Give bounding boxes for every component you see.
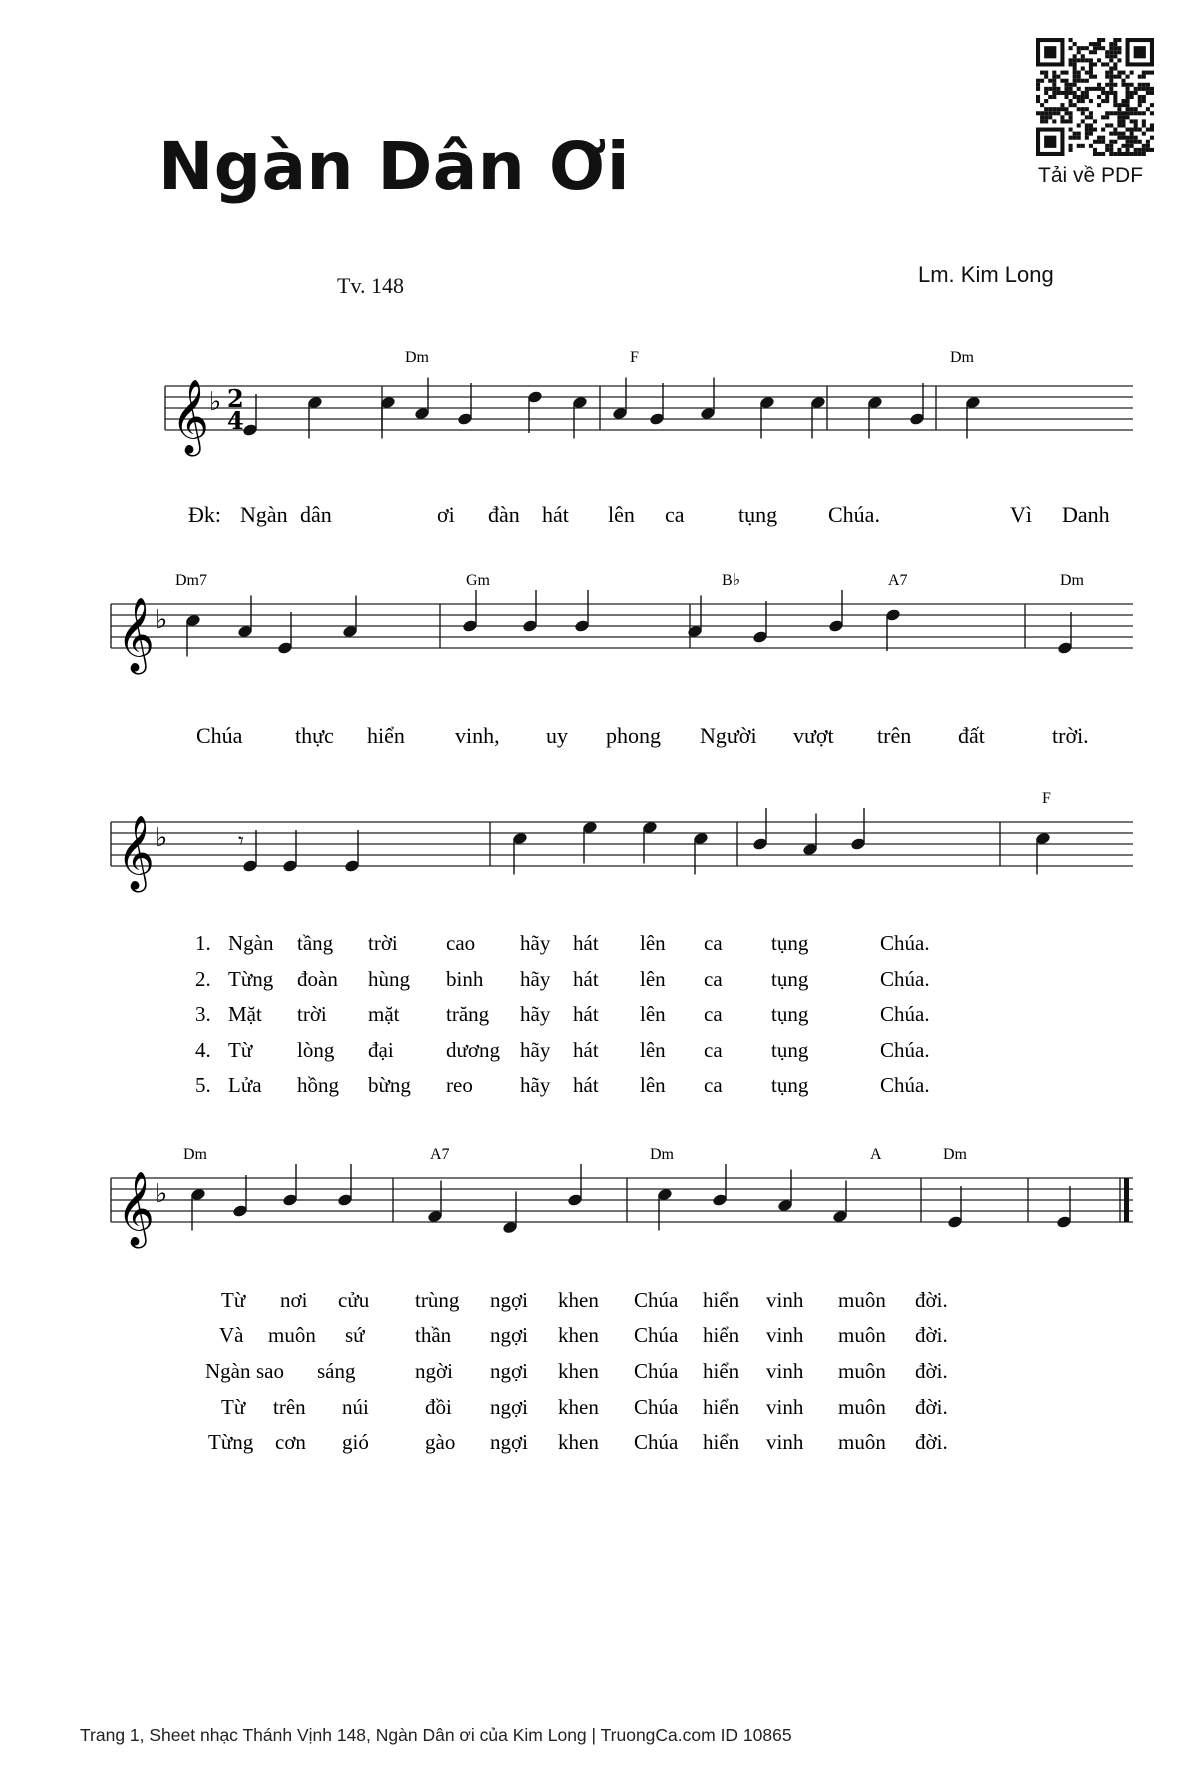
psalm-reference: Tv. 148 (337, 273, 405, 298)
treble-clef-icon: 𝄞 (117, 598, 155, 672)
lyric-word: tụng (771, 967, 809, 991)
lyric-word: reo (446, 1073, 473, 1097)
lyric-word: lên (640, 1073, 666, 1097)
lyric-word: Chúa (634, 1359, 679, 1383)
lyric-word: khen (558, 1395, 599, 1419)
lyric-word: vinh (766, 1288, 804, 1312)
lyric-word: Chúa. (880, 931, 930, 955)
chord-symbol: A7 (430, 1146, 450, 1163)
chord-symbol: F (630, 349, 639, 366)
lyric-word: Từ (221, 1395, 246, 1419)
lyric-word: hùng (368, 967, 410, 991)
lyric-word: Danh (1062, 502, 1110, 527)
lyric-word: lên (640, 1038, 666, 1062)
lyric-word: Ngàn (228, 931, 274, 955)
lyric-word: trăng (446, 1002, 490, 1026)
chord-symbol: Dm (943, 1146, 967, 1163)
lyric-word: trời. (1052, 723, 1089, 748)
lyric-word: thực (295, 723, 334, 748)
lyric-word: tụng (738, 502, 778, 527)
lyric-word: ngợi (490, 1288, 528, 1312)
lyric-word: Chúa (634, 1288, 679, 1312)
lyric-word: muôn (838, 1359, 886, 1383)
key-flat-icon: ♭ (155, 823, 168, 853)
key-flat-icon: ♭ (209, 387, 222, 417)
lyric-word: 2. (195, 967, 211, 991)
lyric-word: ngời (415, 1359, 453, 1383)
chord-symbol: Dm (183, 1146, 207, 1163)
page-title: Ngàn Dân Ơi (158, 128, 631, 205)
lyric-word: muôn (838, 1288, 886, 1312)
lyric-word: Từ (228, 1038, 253, 1062)
lyric-word: Từng (208, 1430, 254, 1454)
lyric-word: hát (542, 502, 569, 527)
lyric-word: lên (640, 931, 666, 955)
lyric-word: ngợi (490, 1395, 528, 1419)
lyric-word: hiển (703, 1395, 740, 1419)
lyric-word: muôn (838, 1395, 886, 1419)
lyric-word: đất (958, 723, 985, 748)
lyric-word: hát (573, 967, 599, 991)
lyric-word: muôn (268, 1323, 316, 1347)
lyric-word: Và (219, 1323, 244, 1347)
lyric-word: Người (700, 723, 757, 748)
lyric-word: Chúa. (880, 1002, 930, 1026)
lyric-word: 5. (195, 1073, 211, 1097)
lyric-word: vinh (766, 1359, 804, 1383)
lyric-word: Chúa. (880, 1073, 930, 1097)
lyric-word: khen (558, 1323, 599, 1347)
lyric-word: Chúa. (828, 502, 880, 527)
key-flat-icon: ♭ (155, 605, 168, 635)
lyric-word: lên (608, 502, 635, 527)
lyric-word: bừng (368, 1073, 411, 1097)
treble-clef-icon: 𝄞 (171, 380, 209, 454)
lyric-word: hát (573, 1002, 599, 1026)
lyric-word: Lửa (228, 1073, 262, 1097)
chord-symbol: F (1042, 790, 1051, 807)
lyric-word: đại (368, 1038, 394, 1062)
lyric-word: đàn (488, 502, 520, 527)
lyric-word: ngợi (490, 1430, 528, 1454)
chord-symbol: B♭ (722, 572, 741, 589)
lyric-word: tụng (771, 1002, 809, 1026)
lyric-word: 1. (195, 931, 211, 955)
lyric-word: ca (704, 1002, 723, 1026)
lyric-word: Chúa (634, 1323, 679, 1347)
page-footer: Trang 1, Sheet nhạc Thánh Vịnh 148, Ngàn Dân ơi của Kim Long | TruongCa.com ID 10865 (80, 1725, 792, 1745)
lyric-word: vượt (793, 723, 834, 748)
lyric-word: phong (606, 723, 661, 748)
lyric-word: hiển (703, 1359, 740, 1383)
lyric-word: trời (368, 931, 398, 955)
lyric-word: Chúa (196, 723, 243, 748)
lyric-word: khen (558, 1288, 599, 1312)
lyric-word: Đk: (188, 502, 221, 527)
lyric-word: ca (704, 1073, 723, 1097)
chord-symbol: Gm (466, 572, 490, 589)
lyric-word: Ngàn (240, 502, 288, 527)
lyric-word: ca (665, 502, 685, 527)
lyric-word: tầng (297, 931, 334, 955)
lyric-word: đời. (915, 1395, 948, 1419)
lyric-word: vinh (766, 1430, 804, 1454)
lyric-word: vinh, (455, 723, 500, 748)
lyric-word: cửu (338, 1288, 370, 1312)
lyric-word: muôn (838, 1430, 886, 1454)
lyric-word: Chúa. (880, 1038, 930, 1062)
lyric-word: Chúa (634, 1395, 679, 1419)
lyric-word: đời. (915, 1288, 948, 1312)
lyric-word: đoàn (297, 967, 338, 991)
lyric-word: lên (640, 967, 666, 991)
lyric-word: 3. (195, 1002, 211, 1026)
lyric-word: 4. (195, 1038, 211, 1062)
lyric-word: ngợi (490, 1359, 528, 1383)
chord-symbol: Dm (950, 349, 974, 366)
lyric-word: khen (558, 1430, 599, 1454)
lyric-word: lên (640, 1002, 666, 1026)
final-barline (1124, 1178, 1129, 1222)
composer-name: Lm. Kim Long (918, 262, 1054, 287)
chord-symbol: A7 (888, 572, 908, 589)
key-flat-icon: ♭ (155, 1179, 168, 1209)
lyric-word: cao (446, 931, 476, 955)
chord-symbol: Dm (405, 349, 429, 366)
lyric-word: khen (558, 1359, 599, 1383)
lyric-word: mặt (368, 1002, 400, 1026)
lyric-word: dương (446, 1038, 500, 1062)
chord-symbol: Dm (650, 1146, 674, 1163)
lyric-word: thần (415, 1323, 452, 1347)
lyric-word: hồng (297, 1073, 339, 1097)
treble-clef-icon: 𝄞 (117, 816, 155, 890)
eighth-rest-icon: 𝄾 (238, 829, 244, 854)
lyric-word: uy (546, 723, 568, 748)
lyric-word: Chúa (634, 1430, 679, 1454)
lyric-word: dân (300, 502, 332, 527)
lyric-word: hiển (703, 1288, 740, 1312)
lyric-word: tụng (771, 1038, 809, 1062)
lyric-word: hát (573, 1073, 599, 1097)
lyric-word: Chúa. (880, 967, 930, 991)
lyric-word: hiển (703, 1430, 740, 1454)
lyric-word: ca (704, 1038, 723, 1062)
lyric-word: lòng (297, 1038, 335, 1062)
lyric-word: hát (573, 1038, 599, 1062)
lyric-word: tụng (771, 1073, 809, 1097)
lyric-word: hiển (367, 723, 405, 748)
lyric-word: đời. (915, 1323, 948, 1347)
lyric-word: gió (342, 1430, 369, 1454)
lyric-word: tụng (771, 931, 809, 955)
lyric-word: Từng (228, 967, 274, 991)
time-signature-bottom: 4 (227, 406, 244, 435)
chord-symbol: A (870, 1146, 882, 1163)
lyric-word: sao (256, 1359, 284, 1383)
lyric-word: đời. (915, 1359, 948, 1383)
lyric-word: trên (273, 1395, 306, 1419)
lyric-word: hãy (520, 967, 551, 991)
lyric-word: ơi (437, 502, 455, 527)
lyric-word: Từ (221, 1288, 246, 1312)
lyric-word: Vì (1010, 502, 1032, 527)
treble-clef-icon: 𝄞 (117, 1172, 155, 1246)
lyric-word: ca (704, 967, 723, 991)
lyric-word: hãy (520, 1073, 551, 1097)
chord-symbol: Dm7 (175, 572, 207, 589)
lyric-word: ngợi (490, 1323, 528, 1347)
lyric-word: sáng (317, 1359, 356, 1383)
lyric-word: hiển (703, 1323, 740, 1347)
lyric-word: gào (425, 1430, 456, 1454)
lyric-word: vinh (766, 1395, 804, 1419)
lyric-word: vinh (766, 1323, 804, 1347)
lyric-word: núi (342, 1395, 369, 1419)
lyric-word: đồi (425, 1395, 452, 1419)
lyric-word: cơn (275, 1430, 306, 1454)
lyric-word: Mặt (228, 1002, 262, 1026)
lyric-word: nơi (280, 1288, 308, 1312)
lyric-word: trên (877, 723, 912, 748)
lyric-word: hãy (520, 931, 551, 955)
lyric-word: ca (704, 931, 723, 955)
lyric-word: muôn (838, 1323, 886, 1347)
lyric-word: trùng (415, 1288, 460, 1312)
download-pdf-link[interactable]: Tải về PDF (1038, 164, 1144, 187)
lyric-word: sứ (345, 1323, 365, 1347)
lyric-word: hãy (520, 1038, 551, 1062)
lyric-word: hãy (520, 1002, 551, 1026)
lyric-word: binh (446, 967, 484, 991)
lyric-word: hát (573, 931, 599, 955)
lyric-word: Ngàn (205, 1359, 251, 1383)
time-signature-top: 2 (227, 384, 244, 413)
lyric-word: trời (297, 1002, 327, 1026)
lyric-word: đời. (915, 1430, 948, 1454)
chord-symbol: Dm (1060, 572, 1084, 589)
